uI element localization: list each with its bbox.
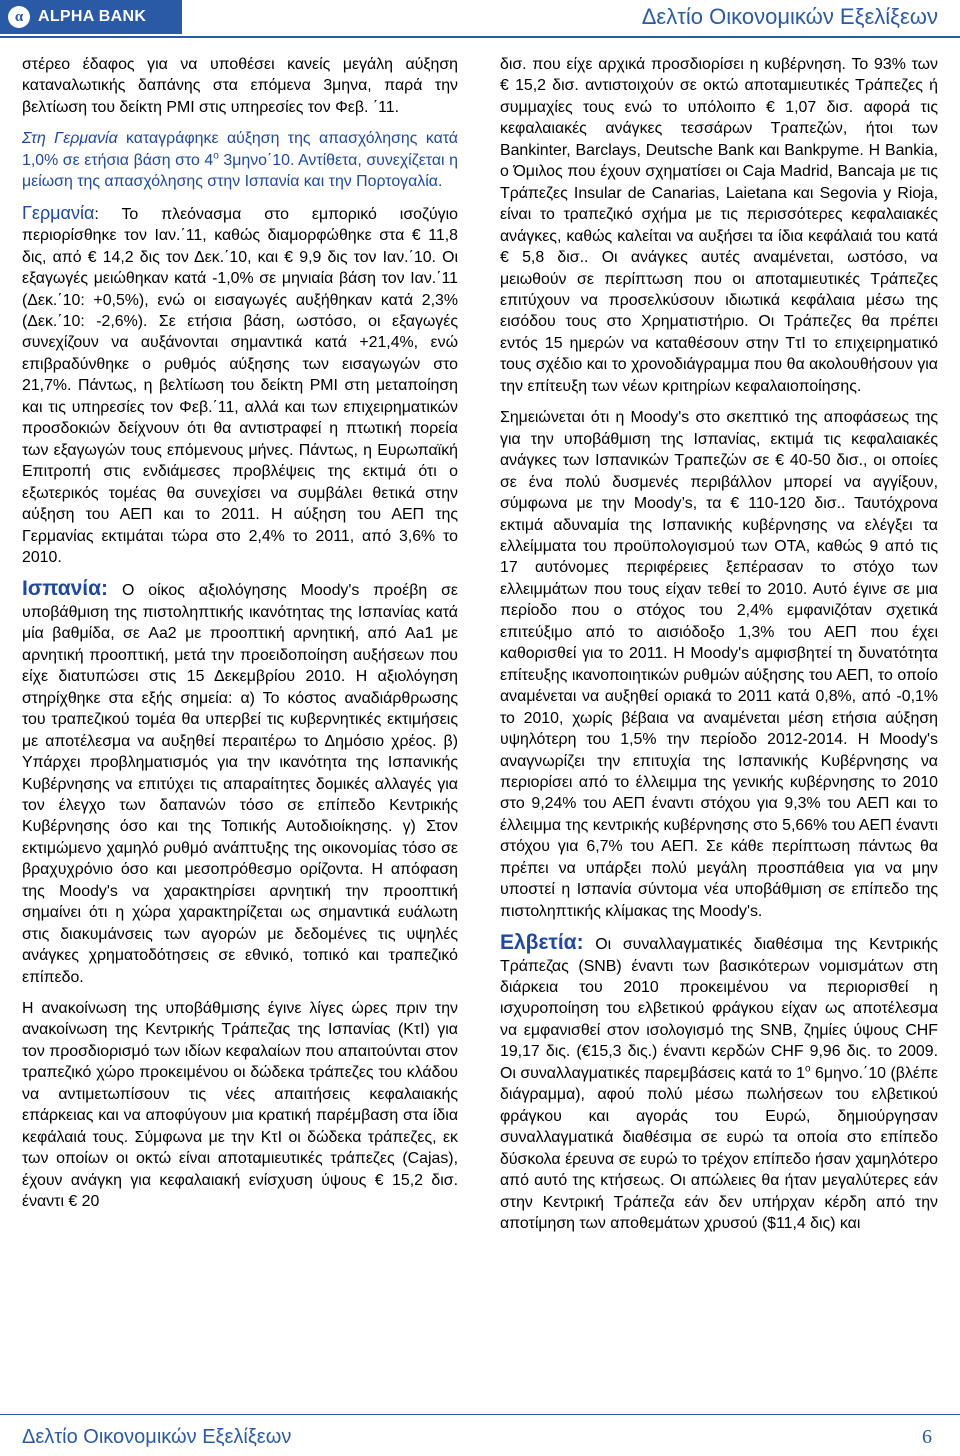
header-divider (0, 36, 960, 38)
alpha-bank-logo (0, 0, 182, 34)
paragraph-switzerland: Ελβετία: Οι συναλλαγματικές διαθέσιμα της Κεντρικής Τράπεζας (SNB) έναντι των βασικότερων νομισμάτων στη διάρκεια του 2010 προκειμένου να περιορισθεί η ισχυροποίηση του ελβετικού φράγκου είχαν ως αποτέλεσμα να εμφανισθεί στον ισολογισμό της SNB, ζημίες ύψους CHF 19,17 δις. (€15,3 δις.) έναντι κερδών CHF 9,96 δις. το 2009. Οι συναλλαγματικές παρεμβάσεις κατά το $1^o$ 6μηνο.΄10 (βλέπε διάγραμμα), αφού πολύ μέσω πωλήσεων του ελβετικού φράγκου και αγοράς του Ευρώ, δημιούργησαν συναλλαγματικά διαθέσιμα σε ευρώ τα οποία στο επίπεδο δύσκολα έρευνα σε ευρώ το τρέχον επίπεδο ήσαν χαμηλότερο από αυτό της κτήσεως. Οι απώλειες θα ήταν μεγαλύτερες εάν στην Κεντρική Τράπεζα εάν δεν υπήρχαν κέρδη από την αποτίμηση των αποθεμάτων χρυσού ($11,4 δις) και (500, 931, 938, 1233)
paragraph: Η ανακοίνωση της υποβάθμισης έγινε λίγες ώρες πριν την ανακοίνωση της Κεντρικής Τράπεζας της Ισπανίας (ΚτΙ) για τον προσδιορισμό των ιδίων κεφαλαίων που απαιτούνται στον τραπεζικό χώρο προκειμένου οι δώδεκα τράπεζες του κλάδου να αντιμετωπίσουν τις νέες απαιτήσεις κεφαλαιακής επάρκειας και να αποφύγουν μια κρατική παρέμβαση στα ίδια κεφάλαιά τους. Σύμφωνα με την ΚτΙ οι δώδεκα τράπεζες, εκ των οποίων οι οκτώ είναι αποταμιευτικές τράπεζες (Cajas), έχουν ανάγκη για κεφαλαιακή ενίσχυση ύψους € 15,2 δισ. έναντι € 20 (22, 1000, 458, 1211)
paragraph: στέρεο έδαφος για να υποθέσει κανείς μεγάλη αύξηση καταναλωτικής δαπάνης στα επόμενα 3μηνα, παρά την βελτίωση του δείκτη PMI στις υπηρεσίες τον Φεβ. ΄11. (22, 56, 458, 116)
footer-title: Δελτίο Οικονομικών Εξελίξεων (22, 1426, 292, 1448)
paragraph-germany: Γερμανία: Το πλεόνασμα στο εμπορικό ισοζύγιο περιορίσθηκε τον Ιαν.΄11, καθώς διαμορφώθηκε στα € 11,8 δις, από € 14,2 δις τον Δεκ.΄10, και € 9,9 δις τον Ιαν.΄10. Οι εξαγωγές μειώθηκαν κατά -1,0% σε μηνιαία βάση τον Ιαν.΄11 (Δεκ.΄10: +0,5%), ενώ οι εισαγωγές αυξήθηκαν κατά 2,3% (Δεκ.΄10: -2,6%). Σε ετήσια βάση, ωστόσο, οι εξαγωγές συνεχίζουν να αυξάνονται σημαντικά κατά +21,4%, ενώ επιβραδύνθηκε ο ρυθμός αύξησης των εισαγωγών στο 21,7%. Πάντως, η βελτίωση του δείκτη PMI στη μεταποίηση και τις υπηρεσίες τον Φεβ.΄11, αλλά και των επιχειρηματικών προσδοκιών δείχνουν ότι θα αντιστραφεί η πτωτική πορεία των εξαγωγών τους επόμενους μήνες. Πάντως, η Ευρωπαϊκή Επιτροπή στις ενδιάμεσες προβλέψεις της εκτιμά ότι ο εξωτερικός τομέας θα συνεχίσει να συμβάλει θετικά στην αύξηση του ΑΕΠ και το 2011. Η αύξηση του ΑΕΠ της Γερμανίας εκτιμάται τώρα στο 2,4% το 2011, από 3,6% το 2010. (22, 202, 458, 566)
left-column (22, 54, 458, 1213)
page-footer (0, 1414, 960, 1456)
paragraph: δισ. που είχε αρχικά προσδιορίσει η κυβέρνηση. Το 93% των € 15,2 δισ. αντιστοιχούν σε οκτώ αποταμιευτικές Τράπεζες ή συμμαχίες τους ενώ το υπόλοιπο € 1,07 δισ. αφορά τις κεφαλαιακές ανάγκες τεσσάρων Τραπεζών, ήτοι των Bankinter, Barclays, Deutsche Bank και Bankpyme. Η Bankia, ο Όμιλος που έχουν σχηματίσει οι Caja Madrid, Bancaja με τις Τράπεζες Insular de Canarias, Laietana και Segovia y Rioja, είναι το τραπεζικό σχήμα με τις περισσότερες κεφαλαιακές ανάγκες, καθώς καλείται να αυξήσει τα ίδια κεφάλαιά του κατά € 5,8 δισ.. Οι ανάγκες αυτές αναμένεται, ωστόσο, να μειωθούν σε περίπτωση που οι αποταμιευτικές Τράπεζες επιτύχουν να προσελκύσουν ιδιωτικά κεφάλαια μέσω της εισόδου τους στο Χρηματιστήριο. Οι Τράπεζες θα πρέπει εντός 15 ημερών να καταθέσουν στην ΤτΙ το επιχειρηματικό τους σχέδιο και το χρονοδιάγραμμα που θα ακολουθήσουν για την επίτευξη των νέων κριτηρίων κεφαλαιοποίησης. (500, 56, 938, 395)
logo-text: ALPHA BANK (38, 8, 147, 25)
page-header (0, 0, 960, 38)
paragraph: Σημειώνεται ότι η Moody's στο σκεπτικό της αποφάσεως της για την υποβάθμιση της Ισπανίας, εκτιμά τις κεφαλαιακές ανάγκες των Ισπανικών Τραπεζών σε € 40-50 δισ., οι οποίες σε ένα πολύ δυσμενές περιβάλλον μπορεί να αγγίξουν, σύμφωνα με την Moody’s, τα € 110-120 δισ.. Ταυτόχρονα εκτιμά αδυναμία της Ισπανικής κυβέρνησης να ελέγξει τα ελλείμματα του προϋπολογισμού των ΟΤΑ, καθώς 9 από τις 17 αυτόνομες περιφέρειες ξεπέρασαν το στόχο των ελλειμμάτων που τους είχαν τεθεί το 2010. Αυτό έγινε σε μια περίοδο που ο στόχος του 2,4% εμφανιζόταν σχετικά επιτεύξιμο από το αισιόδοξο 1,3% του ΑΕΠ που έχει καθορισθεί για το 2011. Η Moody's αμφισβητεί τη δυνατότητα επίτευξης ικανοποιητικών ρυθμών αύξησης του ΑΕΠ, το οποίο αναμένεται να αυξηθεί οριακά το 2011 κατά 0,8%, από -0,1% το 2010, χωρίς βέβαια να αναμένεται μέση ετήσια αύξηση υψηλότερη του 1,5% την περίοδο 2012-2014. Η Moody's αναγνωρίζει την επιτυχία της Ισπανικής Κυβέρνησης να περιορίσει από το έλλειμμα της γενικής κυβέρνησης το 2010 στο 9,24% του ΑΕΠ έναντι στόχου για 9,3% του ΑΕΠ και το έλλειμμα της κεντρικής κυβέρνησης στο 5,66% του ΑΕΠ έναντι στόχου για 6,7% του ΑΕΠ. Σε κάθε περίπτωση πάντως θα πρέπει να υπάρξει πολύ μεγάλη προσπάθεια για να μην υποστεί η Ισπανία σύντομα νέα υποβάθμιση σε επίπεδο της πιστοληπτικής κλίμακας της Moody's. (500, 409, 938, 920)
alpha-logo-icon: α (8, 6, 30, 28)
section-heading-switzerland: Ελβετία: (500, 931, 584, 955)
right-column (500, 54, 938, 1234)
paragraph-spain: Ισπανία: Ο οίκος αξιολόγησης Moody's προέβη σε υποβάθμιση της πιστοληπτικής ικανότητας της Ισπανίας κατά μία βαθμίδα, σε Aa2 με προοπτική αρνητική, από Aa1 με αρνητική προοπτική, μετά την προειδοποίηση αυξήσεων που είχε διατυπώσει στις 15 Δεκεμβρίου 2010. Η αξιολόγηση στηρίχθηκε στα εξής σημεία: α) Το κόστος αναδιάρθρωσης του τραπεζικού τομέα θα υπερβεί τις κυβερνητικές εκτιμήσεις με αποτέλεσμα να αυξηθεί περαιτέρω το Δημόσιο χρέος. β) Υπάρχει προβληματισμός για την ικανότητα της Ισπανικής Κυβέρνησης να επιτύχει τις απαραίτητες δομικές αλλαγές για τον έλεγχο των δαπανών τόσο σε επίπεδο Κεντρικής Κυβέρνησης όσο και της Τοπικής Αυτοδιοίκησης. γ) Στον εκτιμώμενο χαμηλό ρυθμό ανάπτυξης της οικονομίας τόσο σε βραχυχρόνιο όσο και μεσοπρόθεσμο ορίζοντα. Η απόφαση της Moody's να χαρακτηρίσει αρνητική την προοπτική σημαίνει ότι η χώρα χαρακτηρίζεται ως σημαντικά ευάλωτη στις διακυμάνσεις των αγορών με δεδομένες τις υψηλές ανάγκες χρηματοδότησεις σε εθνικό, τοπικό και τραπεζικό επίπεδο. (22, 577, 458, 986)
section-heading-germany: Γερμανία (22, 202, 95, 223)
section-heading-spain: Ισπανία: (22, 577, 109, 601)
germany-emphasis: Στη Γερμανία (22, 130, 118, 148)
paragraph: Στη Γερμανία καταγράφηκε αύξηση της απασχόλησης κατά 1,0% σε ετήσια βάση στο $4^o$ 3μηνο΄10. Αντίθετα, συνεχίζεται η μείωση της απασχόλησης στην Ισπανία και την Πορτογαλία. (22, 130, 458, 191)
footer-divider (0, 1414, 960, 1415)
header-title: Δελτίο Οικονομικών Εξελίξεων (641, 4, 938, 29)
page-number: 6 (922, 1426, 932, 1448)
